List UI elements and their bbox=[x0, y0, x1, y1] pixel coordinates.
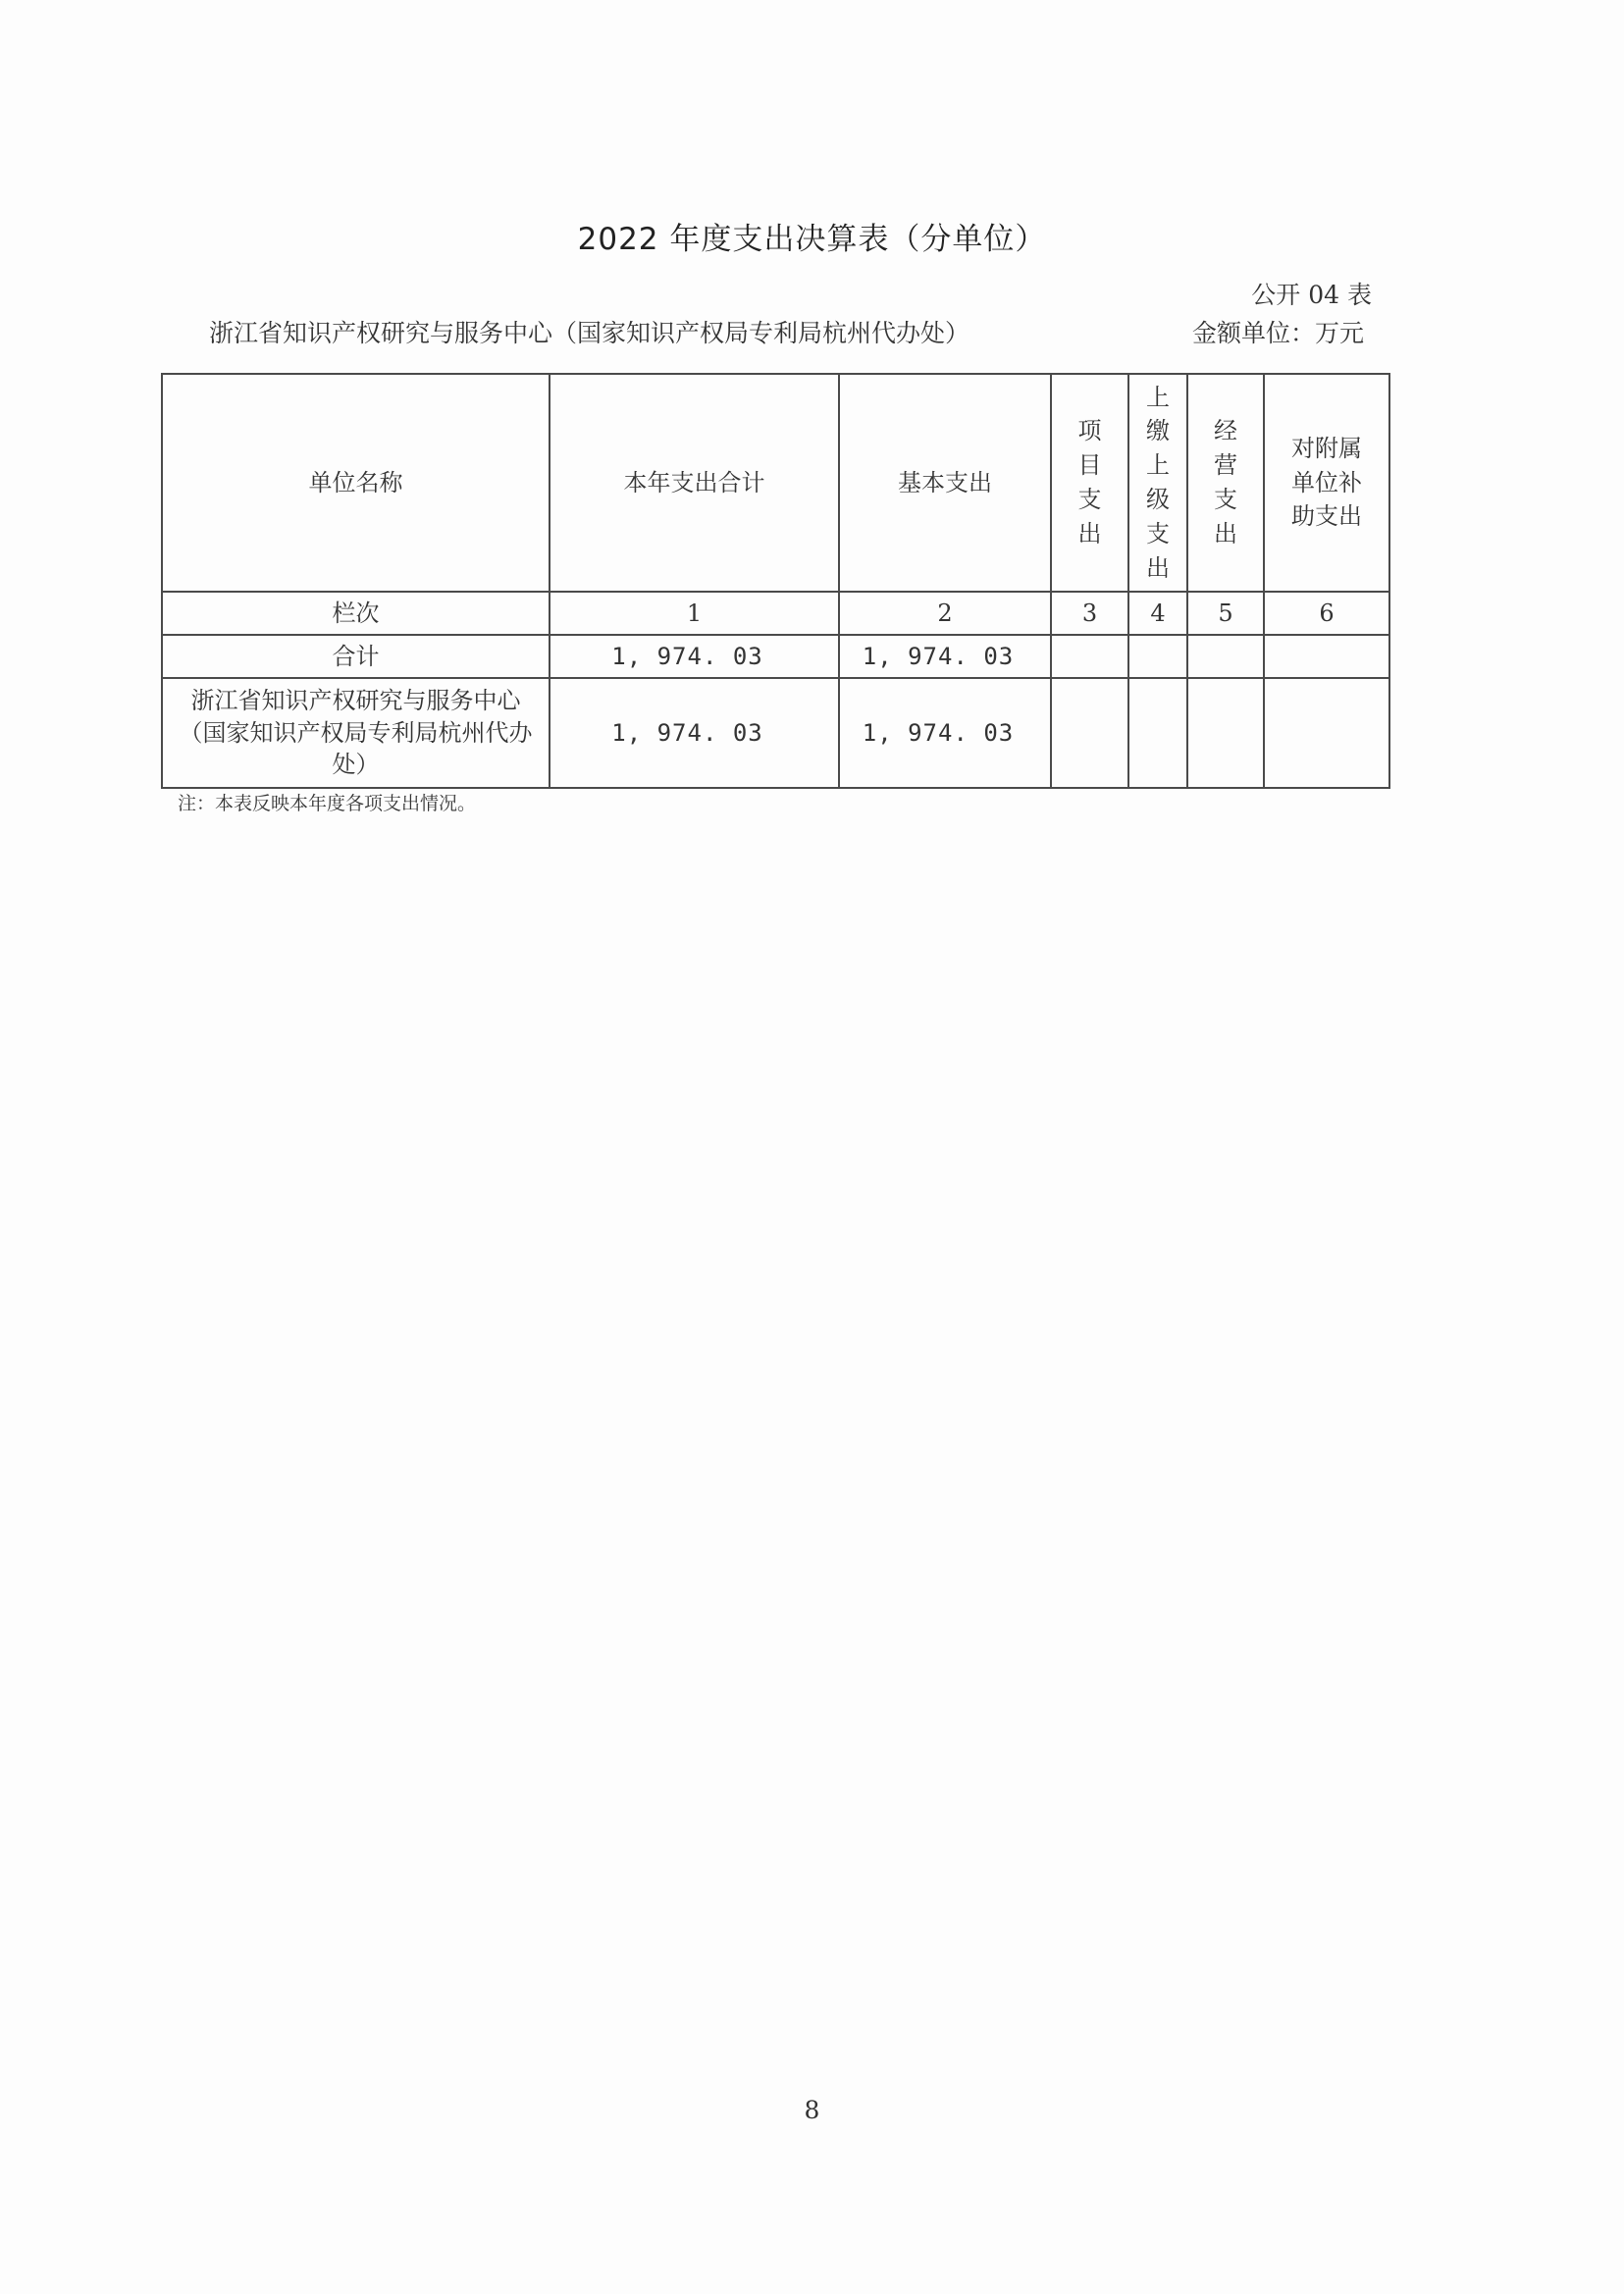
index-3: 3 bbox=[1051, 592, 1128, 635]
total-total-expenditure: 1, 974. 03 bbox=[550, 635, 839, 678]
row-project-expenditure bbox=[1051, 678, 1128, 788]
header-subsidy-to-affiliates: 对附属单位补助支出 bbox=[1264, 374, 1389, 592]
row-subsidy-to-affiliates bbox=[1264, 678, 1389, 788]
total-row bbox=[162, 635, 1389, 678]
row-total-expenditure: 1, 974. 03 bbox=[550, 678, 839, 788]
total-remit-to-superior bbox=[1128, 635, 1187, 678]
header-unit-name: 单位名称 bbox=[162, 374, 550, 592]
total-business-expenditure bbox=[1187, 635, 1264, 678]
row-unit-name: 浙江省知识产权研究与服务中心（国家知识产权局专利局杭州代办处） bbox=[162, 678, 550, 788]
header-business-expenditure: 经营支出 bbox=[1187, 374, 1264, 592]
index-1: 1 bbox=[550, 592, 839, 635]
total-subsidy-to-affiliates bbox=[1264, 635, 1389, 678]
table-header-row bbox=[162, 374, 1389, 592]
total-project-expenditure bbox=[1051, 635, 1128, 678]
header-project-expenditure: 项目支出 bbox=[1051, 374, 1128, 592]
header-basic-expenditure: 基本支出 bbox=[839, 374, 1051, 592]
document-title: 2022 年度支出决算表（分单位） bbox=[577, 222, 1047, 257]
page-number: 8 bbox=[804, 2096, 820, 2124]
row-remit-to-superior bbox=[1128, 678, 1187, 788]
index-5: 5 bbox=[1187, 592, 1264, 635]
index-6: 6 bbox=[1264, 592, 1389, 635]
table-row bbox=[162, 678, 1389, 788]
amount-unit: 金额单位：万元 bbox=[1191, 319, 1364, 347]
total-basic-expenditure: 1, 974. 03 bbox=[839, 635, 1051, 678]
index-label: 栏次 bbox=[162, 592, 550, 635]
table-note: 注：本表反映本年度各项支出情况。 bbox=[178, 793, 477, 814]
total-label: 合计 bbox=[162, 635, 550, 678]
expenditure-table bbox=[161, 373, 1390, 789]
row-basic-expenditure: 1, 974. 03 bbox=[839, 678, 1051, 788]
row-business-expenditure bbox=[1187, 678, 1264, 788]
column-index-row bbox=[162, 592, 1389, 635]
index-2: 2 bbox=[839, 592, 1051, 635]
index-4: 4 bbox=[1128, 592, 1187, 635]
form-code: 公开 04 表 bbox=[1251, 281, 1372, 309]
header-total-expenditure: 本年支出合计 bbox=[550, 374, 839, 592]
organization-name: 浙江省知识产权研究与服务中心（国家知识产权局专利局杭州代办处） bbox=[209, 319, 970, 347]
header-remit-to-superior: 上缴上级支出 bbox=[1128, 374, 1187, 592]
